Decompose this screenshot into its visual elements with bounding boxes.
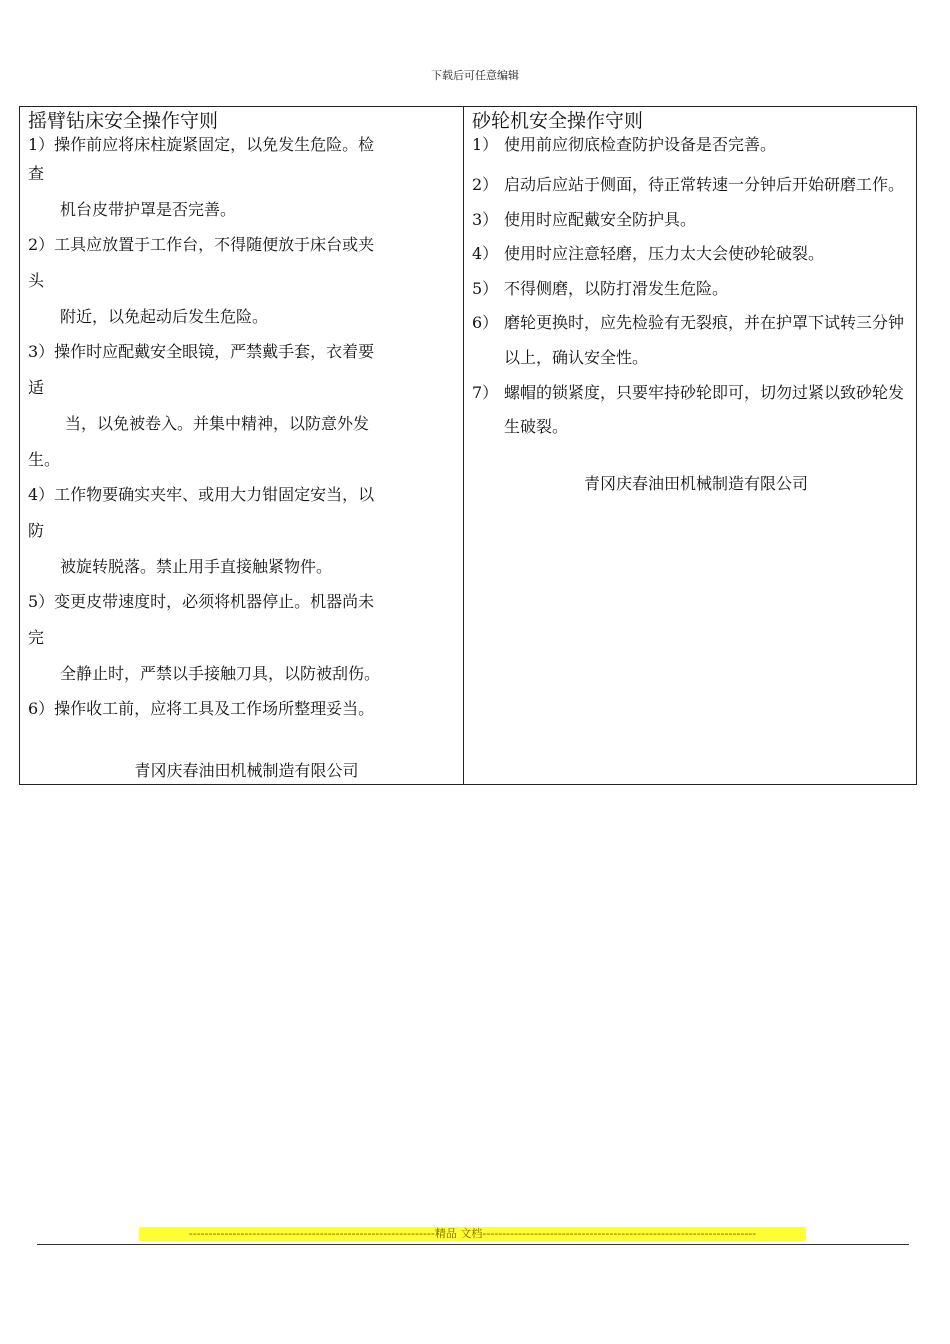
- rule-line: 头: [28, 271, 45, 291]
- drill-company-name: 青冈庆春油田机械制造有限公司: [134, 761, 359, 780]
- item-number: 4）: [472, 244, 499, 264]
- rule-line: 5）变更皮带速度时，必须将机器停止。机器尚未: [28, 592, 375, 612]
- rule-line: 完: [28, 627, 45, 647]
- rule-line: 全静止时，严禁以手接触刀具，以防被刮伤。: [60, 663, 381, 683]
- rules-table: [19, 106, 917, 785]
- drill-rules-title: 摇臂钻床安全操作守则: [28, 110, 219, 132]
- list-item: [472, 237, 908, 272]
- item-number: 7）: [472, 382, 499, 402]
- header-note: 下载后可任意编辑: [431, 69, 519, 82]
- item-text: 磨轮更换时，应先检验有无裂痕，并在护罩下试转三分钟以上，确认安全性。: [504, 313, 905, 367]
- item-text: 使用前应彻底检查防护设备是否完善。: [504, 135, 777, 154]
- grinder-rules-list: [472, 134, 908, 445]
- item-number: 5）: [472, 278, 499, 298]
- list-item: [472, 306, 908, 375]
- footer-divider: [37, 1244, 909, 1245]
- rule-line: 生。: [28, 449, 61, 469]
- rule-line: 当，以免被卷入。并集中精神，以防意外发: [65, 413, 370, 433]
- rule-line: 机台皮带护罩是否完善。: [60, 199, 237, 219]
- item-text: 螺帽的锁紧度，只要牢持砂轮即可，切勿过紧以致砂轮发生破裂。: [504, 382, 905, 437]
- list-item: [472, 203, 908, 238]
- rule-line: 1）操作前应将床柱旋紧固定，以免发生危险。检: [28, 135, 375, 154]
- rule-line: 2）工具应放置于工作台，不得随便放于床台或夹: [28, 235, 375, 255]
- rule-line: 6）操作收工前，应将工具及工作场所整理妥当。: [28, 699, 375, 719]
- item-text: 不得侧磨，以防打滑发生危险。: [504, 278, 729, 298]
- grinder-company-name: 青冈庆春油田机械制造有限公司: [583, 473, 808, 493]
- list-item: [472, 376, 908, 445]
- rule-line: 3）操作时应配戴安全眼镜，严禁戴手套，衣着要: [28, 342, 375, 362]
- item-text: 启动后应站于侧面，待正常转速一分钟后开始研磨工作。: [504, 175, 905, 194]
- item-number: 6）: [472, 313, 499, 333]
- list-item: [472, 134, 908, 156]
- rule-line: 附近，以免起动后发生危险。: [60, 306, 269, 326]
- list-item: [472, 272, 908, 307]
- item-number: 3）: [472, 209, 499, 229]
- rule-line: 查: [28, 164, 45, 183]
- grinder-rules-title: 砂轮机安全操作守则: [472, 110, 644, 132]
- item-text: 使用时应注意轻磨，压力太大会使砂轮破裂。: [504, 244, 825, 264]
- list-item: [472, 168, 908, 203]
- drill-rules-column: [20, 107, 464, 784]
- rule-line: 适: [28, 378, 45, 398]
- item-number: 2）: [472, 175, 499, 194]
- item-text: 使用时应配戴安全防护具。: [504, 209, 697, 229]
- grinder-rules-column: [464, 107, 916, 784]
- rule-line: 4）工作物要确实夹牢、或用大力钳固定安当，以: [28, 485, 375, 505]
- drill-rules-lines: [28, 134, 455, 727]
- rule-line: 防: [28, 520, 45, 540]
- rule-line: 被旋转脱落。禁止用手直接触紧物件。: [60, 556, 333, 576]
- item-number: 1）: [472, 135, 499, 154]
- footer-banner: --------------------------------------------------------------精品 文档---------------------------------------------------------------------: [139, 1227, 806, 1241]
